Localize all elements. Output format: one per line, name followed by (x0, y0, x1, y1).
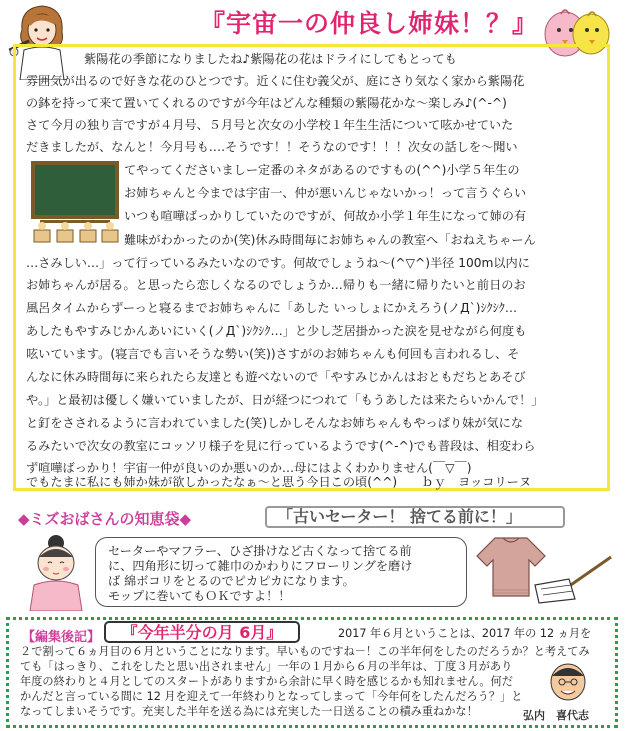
editor-line: かんだと言っている間に 12 月を迎えて一年終わりとなってしまって「今年何をしたんだろう？」と (20, 690, 523, 703)
editor-title: 『今年半分の月 6月』 (104, 621, 300, 643)
article-line: …さみしい…」って行っているみたいなのです。何故でしょうね～(^▽^)半径 100m以内に (26, 256, 530, 270)
tip-line: モップに巻いてもＯＫですよ！！ (108, 589, 291, 603)
elderly-woman-illustration-icon (20, 533, 92, 611)
article-line: と釘をさされるように言われていました(笑)しかしそんなお姉ちゃんもやっぱり妹が気にな (26, 416, 524, 430)
article-line: だきましたが、なんと！今月号も‥‥そうです！！そうなのです！！！次女の話しを～聞い (26, 140, 518, 154)
article-line: さて今月の独り言ですが４月号、５月号と次女の小学校１年生生活について呟かせていた (26, 118, 514, 132)
article-line: お姉ちゃんが居る。と思ったら恋しくなるのでしょうか…帰りも一緒に帰りたいと前日のお (26, 278, 526, 292)
broom-illustration-icon (525, 555, 615, 605)
editor-signature: 弘内 喜代志 (523, 709, 589, 722)
blackboard-illustration-icon (30, 160, 120, 250)
article-line: てやってくださいましー定番のネタがあるのですもの(^^)小学５年生の (124, 163, 520, 177)
article-line: 呟いています。(寝言でも言いそうな勢い(笑))さすがのお姉ちゃんも何回も言われるし、そ (26, 347, 520, 361)
editor-line: 年度の終わりと４月としてのスタートがありますから余計に早く時を感じるかも知れません。何だ (20, 675, 513, 688)
article-line: いつも喧嘩ばっかりしていたのですが、何故か小学１年生になって姉の有 (124, 209, 527, 223)
article-line: 風呂タイムからずーっと寝るまでお姉ちゃんに「あした いっしょにかえろう(ノД`)ｼｸｼｸ… (26, 301, 518, 315)
tips-subtitle: 「古いセーター！ 捨てる前に！」 (265, 506, 565, 528)
tip-line: ば 綿ボコリをとるのでピカピカになります。 (108, 574, 355, 588)
tip-line: セーターやマフラー、ひざ掛けなど古くなって捨てる前 (108, 544, 412, 558)
article-line: 雰囲気が出るので好きな花のひとつです。近くに住む義父が、庭にさり気なく家から紫陽花 (26, 74, 525, 88)
article-line: 難味がわかったのか(笑)休み時間毎にお姉ちゃんの教室へ「おねえちゃーん (124, 233, 536, 247)
article-line: の鉢を持って来て置いてくれるのですが今年はどんな種類の紫陽花かな～楽しみ♪(^-^) (26, 96, 507, 110)
man-illustration-icon (543, 660, 593, 706)
tip-line: に、四角形に切って雑巾のかわりにフローリングを磨け (108, 559, 413, 573)
editor-line: ２で割って６ヵ月目の６月ということになります。早いものですね－！この半年何をしたのだろうか？と考えてみ (20, 645, 590, 658)
editor-label: 【編集後記】 (22, 630, 101, 645)
article-line: でもたまに私にも姉か妹が欲しかったなぁ～と思う今日この頃(^^) ｂｙ ヨッコリーヌ (26, 475, 532, 489)
article-line: ず喧嘩ばっかり！宇宙一仲が良いのか悪いのか…母にはよくわかりません(￣▽￣) (26, 461, 472, 475)
article-line: るみたいで次女の教室にコッソリ様子を見に行っているようです(^-^)でも普段は、相変わら (26, 439, 536, 453)
article-line: んなに休み時間毎に来られたら友達とも遊べないので「やすみじかんはおともだちとあそび (26, 370, 526, 384)
editor-line: 2017 年６月ということは、2017 年の 12 ヵ月を (338, 627, 592, 640)
page-title: 『宇宙一の仲良し姉妹！？』 (200, 9, 539, 38)
editor-line: なってしまいそうです。充実した半年を送る為には充実した一日送ることの積み重ねかな！ (20, 705, 478, 718)
tips-section-title: ◆ミズおばさんの知恵袋◆ (18, 510, 192, 528)
article-line: や。」と最初は優しく嫌いていましたが、日が経つにつれて「もうあしたは来たらいかんで！」 (26, 393, 544, 407)
tips-box (95, 537, 467, 607)
article-line: 紫陽花の季節になりましたね♪紫陽花の花はドライにしてもとっても (84, 52, 457, 66)
editor-line: ても「はっきり、これをしたと思い出されません」一年の１月から６月の半年は、丁度３月があり (20, 660, 513, 673)
article-line: あしたもやすみじかんあいにいく(ノД`)ｼｸｼｸ…」と少し芝居掛かった涙を見せながら何度も (26, 324, 527, 338)
article-line: お姉ちゃんと今までは宇宙一、仲が悪いんじゃないかっ！って言うぐらい (124, 186, 527, 200)
